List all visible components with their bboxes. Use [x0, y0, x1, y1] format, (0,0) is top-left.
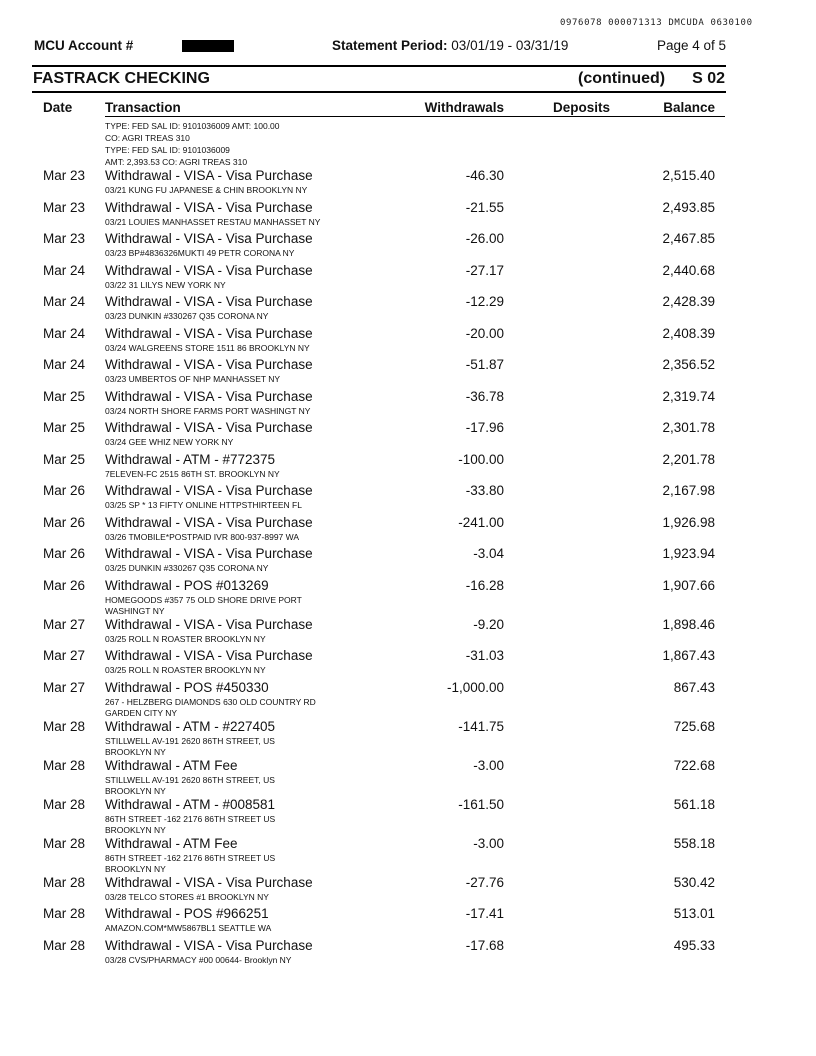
- transaction-withdrawal: -20.00: [465, 325, 504, 341]
- transaction-row: [33, 906, 726, 938]
- transaction-date: Mar 28: [43, 718, 86, 734]
- detail-line: TYPE: FED SAL ID: 9101036009 AMT: 100.00: [105, 121, 280, 131]
- transaction-detail: [105, 892, 345, 907]
- transaction-main-line: [33, 797, 726, 814]
- transaction-date: Mar 28: [43, 796, 86, 812]
- transaction-main-line: [33, 906, 726, 923]
- transaction-balance: 558.18: [673, 835, 715, 851]
- transaction-withdrawal: -51.87: [465, 357, 504, 372]
- transaction-detail: [105, 280, 345, 295]
- transaction-main-line: [33, 420, 726, 437]
- transaction-balance: 1,923.94: [662, 546, 715, 561]
- transaction-description: Withdrawal - VISA - Visa Purchase: [105, 262, 313, 278]
- transaction-main-line: [33, 680, 726, 697]
- statement-header: [34, 38, 726, 54]
- transaction-row: [33, 578, 726, 617]
- column-balance: Balance: [663, 100, 715, 115]
- transaction-row: [33, 326, 726, 358]
- transaction-description: Withdrawal - VISA - Visa Purchase: [105, 514, 313, 530]
- detail-line: 03/25 SP * 13 FIFTY ONLINE HTTPSTHIRTEEN FL: [105, 500, 302, 510]
- transaction-description: Withdrawal - VISA - Visa Purchase: [105, 388, 313, 404]
- transaction-detail: [105, 532, 345, 547]
- detail-line: 03/25 ROLL N ROASTER BROOKLYN NY: [105, 665, 266, 675]
- transaction-main-line: [33, 617, 726, 634]
- transaction-balance: 1,867.43: [662, 648, 715, 663]
- transaction-main-line: [33, 578, 726, 595]
- detail-line: GARDEN CITY NY: [105, 707, 178, 718]
- transaction-detail: [105, 775, 345, 797]
- transaction-date: Mar 28: [43, 874, 86, 890]
- transaction-row: [33, 200, 726, 232]
- transaction-date: Mar 27: [43, 679, 86, 695]
- transaction-balance: 2,201.78: [662, 451, 715, 467]
- transaction-row: [33, 357, 726, 389]
- transaction-main-line: [33, 263, 726, 280]
- transaction-description: Withdrawal - VISA - Visa Purchase: [105, 483, 313, 498]
- detail-line: 03/23 UMBERTOS OF NHP MANHASSET NY: [105, 374, 281, 384]
- transaction-description: Withdrawal - VISA - Visa Purchase: [105, 546, 313, 561]
- transaction-balance: 867.43: [673, 679, 715, 695]
- detail-line: CO: AGRI TREAS 310: [105, 133, 190, 143]
- transaction-row: [33, 452, 726, 484]
- transaction-withdrawal: -36.78: [465, 388, 504, 404]
- transaction-date: Mar 26: [43, 577, 86, 593]
- transaction-description: Withdrawal - ATM - #008581: [105, 796, 276, 812]
- transaction-detail: [105, 248, 345, 263]
- transaction-row: [33, 389, 726, 421]
- transaction-main-line: [33, 483, 726, 500]
- transaction-balance: 561.18: [673, 796, 715, 812]
- detail-line: STILLWELL AV-191 2620 86TH STREET, US: [105, 735, 275, 746]
- section-divider: [32, 91, 726, 93]
- redacted-account-number: [182, 40, 234, 52]
- transaction-withdrawal: -3.00: [473, 757, 504, 773]
- transaction-detail: [105, 697, 345, 719]
- transaction-date: Mar 24: [43, 325, 86, 341]
- detail-line: BROOKLYN NY: [105, 785, 166, 796]
- transaction-balance: 530.42: [673, 874, 715, 890]
- transaction-description: Withdrawal - VISA - Visa Purchase: [105, 420, 313, 435]
- transaction-balance: 1,907.66: [662, 577, 715, 593]
- detail-line: 03/28 TELCO STORES #1 BROOKLYN NY: [105, 891, 269, 902]
- transaction-description: Withdrawal - VISA - Visa Purchase: [105, 325, 313, 341]
- detail-line: AMT: 2,393.53 CO: AGRI TREAS 310: [105, 157, 248, 167]
- transaction-balance: 1,926.98: [662, 514, 715, 530]
- transaction-main-line: [33, 326, 726, 343]
- transaction-description: Withdrawal - VISA - Visa Purchase: [105, 357, 313, 372]
- transaction-balance: 495.33: [673, 937, 715, 953]
- transaction-row: [33, 483, 726, 515]
- transaction-main-line: [33, 648, 726, 665]
- transaction-withdrawal: -17.41: [465, 906, 504, 921]
- transaction-date: Mar 28: [43, 835, 86, 851]
- transaction-balance: 1,898.46: [662, 616, 715, 632]
- transaction-detail: [105, 595, 345, 617]
- transaction-date: Mar 27: [43, 616, 86, 632]
- transaction-main-line: [33, 719, 726, 736]
- transaction-balance: 2,301.78: [662, 420, 715, 435]
- transaction-detail: [105, 500, 345, 515]
- account-label: MCU Account #: [34, 38, 134, 53]
- transaction-row: [33, 836, 726, 875]
- transaction-description: Withdrawal - POS #013269: [105, 577, 269, 593]
- transaction-date: Mar 28: [43, 757, 86, 773]
- transaction-date: Mar 24: [43, 294, 86, 309]
- statement-period-label: Statement Period:: [332, 38, 448, 53]
- detail-line: 267 - HELZBERG DIAMONDS 630 OLD COUNTRY RD: [105, 696, 316, 707]
- page-number: Page 4 of 5: [656, 38, 726, 53]
- column-date: Date: [43, 100, 73, 115]
- transaction-balance: 2,467.85: [662, 231, 715, 246]
- transaction-description: Withdrawal - ATM - #772375: [105, 451, 276, 467]
- continued-transaction-detail: [105, 120, 385, 168]
- transaction-balance: 2,356.52: [662, 357, 715, 372]
- transaction-balance: 725.68: [673, 718, 715, 734]
- transaction-detail: [105, 665, 345, 680]
- transaction-row: [33, 546, 726, 578]
- detail-line: 03/23 BP#4836326MUKTI 49 PETR CORONA NY: [105, 248, 295, 258]
- transaction-description: Withdrawal - ATM - #227405: [105, 718, 276, 734]
- section-code: S 02: [692, 70, 725, 87]
- detail-line: 03/23 DUNKIN #330267 Q35 CORONA NY: [105, 311, 269, 321]
- transaction-balance: 2,428.39: [662, 294, 715, 309]
- transaction-row: [33, 758, 726, 797]
- section-continued: (continued): [578, 70, 666, 87]
- transaction-balance: 2,515.40: [662, 168, 715, 183]
- transaction-date: Mar 27: [43, 648, 86, 663]
- transaction-withdrawal: -21.55: [465, 199, 504, 215]
- transaction-main-line: [33, 875, 726, 892]
- transaction-withdrawal: -3.04: [473, 546, 504, 561]
- transaction-date: Mar 26: [43, 546, 86, 561]
- transaction-detail: [105, 406, 345, 421]
- transaction-row: [33, 648, 726, 680]
- transaction-row: [33, 263, 726, 295]
- transaction-row: [33, 719, 726, 758]
- transaction-row: [33, 938, 726, 970]
- detail-line: 86TH STREET -162 2176 86TH STREET US: [105, 852, 276, 863]
- detail-line: BROOKLYN NY: [105, 863, 166, 874]
- transaction-withdrawal: -17.68: [465, 937, 504, 953]
- detail-line: TYPE: FED SAL ID: 9101036009: [105, 145, 230, 155]
- transaction-detail: [105, 185, 345, 200]
- column-underline: [105, 116, 725, 117]
- detail-line: 03/21 LOUIES MANHASSET RESTAU MANHASSET NY: [105, 216, 321, 227]
- detail-line: WASHINGT NY: [105, 605, 165, 616]
- section-header: [33, 70, 726, 90]
- transaction-row: [33, 875, 726, 907]
- transaction-main-line: [33, 294, 726, 311]
- transaction-detail: [105, 955, 345, 970]
- transaction-detail: [105, 374, 345, 389]
- transaction-row: [33, 680, 726, 719]
- column-headers: [33, 100, 726, 116]
- transaction-withdrawal: -31.03: [465, 648, 504, 663]
- detail-line: 03/28 CVS/PHARMACY #00 00644- Brooklyn NY: [105, 954, 292, 965]
- transaction-withdrawal: -3.00: [473, 835, 504, 851]
- transaction-detail: [105, 217, 345, 232]
- transaction-date: Mar 26: [43, 483, 86, 498]
- transaction-date: Mar 25: [43, 420, 86, 435]
- transaction-withdrawal: -26.00: [465, 231, 504, 246]
- transaction-description: Withdrawal - ATM Fee: [105, 757, 238, 773]
- detail-line: 03/25 ROLL N ROASTER BROOKLYN NY: [105, 633, 266, 644]
- transaction-description: Withdrawal - VISA - Visa Purchase: [105, 616, 313, 632]
- transaction-balance: 2,493.85: [662, 199, 715, 215]
- transaction-withdrawal: -46.30: [465, 168, 504, 183]
- transaction-description: Withdrawal - VISA - Visa Purchase: [105, 231, 313, 246]
- transaction-date: Mar 23: [43, 231, 86, 246]
- transaction-main-line: [33, 168, 726, 185]
- transaction-main-line: [33, 938, 726, 955]
- transaction-main-line: [33, 389, 726, 406]
- transaction-withdrawal: -16.28: [465, 577, 504, 593]
- transaction-description: Withdrawal - VISA - Visa Purchase: [105, 648, 313, 663]
- transaction-date: Mar 28: [43, 937, 86, 953]
- detail-line: 03/22 31 LILYS NEW YORK NY: [105, 279, 226, 290]
- transaction-date: Mar 25: [43, 451, 86, 467]
- column-transaction: Transaction: [105, 100, 181, 115]
- transaction-row: [33, 168, 726, 200]
- transaction-withdrawal: -33.80: [465, 483, 504, 498]
- transaction-main-line: [33, 546, 726, 563]
- transaction-date: Mar 25: [43, 388, 86, 404]
- transaction-main-line: [33, 200, 726, 217]
- transaction-withdrawal: -27.76: [465, 874, 504, 890]
- transaction-row: [33, 797, 726, 836]
- transaction-detail: [105, 923, 345, 938]
- detail-line: BROOKLYN NY: [105, 746, 166, 757]
- transaction-date: Mar 24: [43, 262, 86, 278]
- detail-line: 03/26 TMOBILE*POSTPAID IVR 800-937-8997 WA: [105, 531, 300, 542]
- transaction-description: Withdrawal - POS #450330: [105, 679, 269, 695]
- transaction-detail: [105, 469, 345, 484]
- detail-line: 7ELEVEN-FC 2515 86TH ST. BROOKLYN NY: [105, 468, 280, 479]
- transaction-detail: [105, 563, 345, 578]
- transaction-description: Withdrawal - ATM Fee: [105, 835, 238, 851]
- transaction-withdrawal: -27.17: [465, 262, 504, 278]
- transaction-detail: [105, 634, 345, 649]
- transaction-row: [33, 617, 726, 649]
- detail-line: 03/24 NORTH SHORE FARMS PORT WASHINGT NY: [105, 405, 311, 416]
- transaction-date: Mar 23: [43, 168, 86, 183]
- transaction-row: [33, 294, 726, 326]
- transaction-detail: [105, 343, 345, 358]
- transaction-main-line: [33, 357, 726, 374]
- transaction-detail: [105, 814, 345, 836]
- transaction-withdrawal: -161.50: [458, 796, 504, 812]
- transaction-main-line: [33, 452, 726, 469]
- transaction-description: Withdrawal - VISA - Visa Purchase: [105, 168, 313, 183]
- transaction-description: Withdrawal - POS #966251: [105, 906, 269, 921]
- transaction-balance: 2,440.68: [662, 262, 715, 278]
- transaction-date: Mar 28: [43, 906, 86, 921]
- transaction-main-line: [33, 515, 726, 532]
- detail-line: 03/24 WALGREENS STORE 1511 86 BROOKLYN NY: [105, 342, 310, 353]
- transaction-balance: 2,408.39: [662, 325, 715, 341]
- detail-line: STILLWELL AV-191 2620 86TH STREET, US: [105, 774, 275, 785]
- detail-line: HOMEGOODS #357 75 OLD SHORE DRIVE PORT: [105, 594, 302, 605]
- detail-line: 86TH STREET -162 2176 86TH STREET US: [105, 813, 276, 824]
- transaction-withdrawal: -17.96: [465, 420, 504, 435]
- transaction-detail: [105, 437, 345, 452]
- transaction-balance: 2,167.98: [662, 483, 715, 498]
- transaction-withdrawal: -9.20: [473, 616, 504, 632]
- transaction-detail: [105, 853, 345, 875]
- transaction-main-line: [33, 836, 726, 853]
- detail-line: 03/25 DUNKIN #330267 Q35 CORONA NY: [105, 563, 269, 573]
- transaction-withdrawal: -12.29: [465, 294, 504, 309]
- header-divider: [32, 65, 726, 67]
- transaction-main-line: [33, 231, 726, 248]
- transaction-balance: 2,319.74: [662, 388, 715, 404]
- transaction-row: [33, 420, 726, 452]
- transaction-main-line: [33, 758, 726, 775]
- transaction-description: Withdrawal - VISA - Visa Purchase: [105, 937, 313, 953]
- transaction-detail: [105, 311, 345, 326]
- transaction-description: Withdrawal - VISA - Visa Purchase: [105, 874, 313, 890]
- transaction-balance: 722.68: [673, 757, 715, 773]
- transaction-detail: [105, 736, 345, 758]
- transaction-withdrawal: -100.00: [458, 451, 504, 467]
- transaction-description: Withdrawal - VISA - Visa Purchase: [105, 199, 313, 215]
- transaction-date: Mar 26: [43, 514, 86, 530]
- transaction-description: Withdrawal - VISA - Visa Purchase: [105, 294, 313, 309]
- column-withdrawals: Withdrawals: [424, 100, 504, 115]
- statement-period-value: 03/01/19 - 03/31/19: [451, 38, 569, 53]
- transaction-withdrawal: -1,000.00: [446, 679, 504, 695]
- detail-line: 03/21 KUNG FU JAPANESE & CHIN BROOKLYN NY: [105, 185, 308, 195]
- transaction-date: Mar 23: [43, 199, 86, 215]
- detail-line: AMAZON.COM*MW5867BL1 SEATTLE WA: [105, 923, 272, 933]
- column-deposits: Deposits: [552, 100, 610, 115]
- transaction-withdrawal: -241.00: [458, 514, 504, 530]
- detail-line: 03/24 GEE WHIZ NEW YORK NY: [105, 437, 234, 447]
- detail-line: BROOKLYN NY: [105, 824, 166, 835]
- section-title: FASTRACK CHECKING: [33, 70, 210, 87]
- statement-period: [332, 38, 568, 53]
- transaction-withdrawal: -141.75: [458, 718, 504, 734]
- transaction-row: [33, 515, 726, 547]
- transaction-row: [33, 231, 726, 263]
- ocr-scan-line: 0976078 000071313 DMCUDA 0630100: [560, 18, 753, 28]
- transaction-list: [33, 168, 726, 969]
- transaction-balance: 513.01: [673, 906, 715, 921]
- transaction-date: Mar 24: [43, 357, 86, 372]
